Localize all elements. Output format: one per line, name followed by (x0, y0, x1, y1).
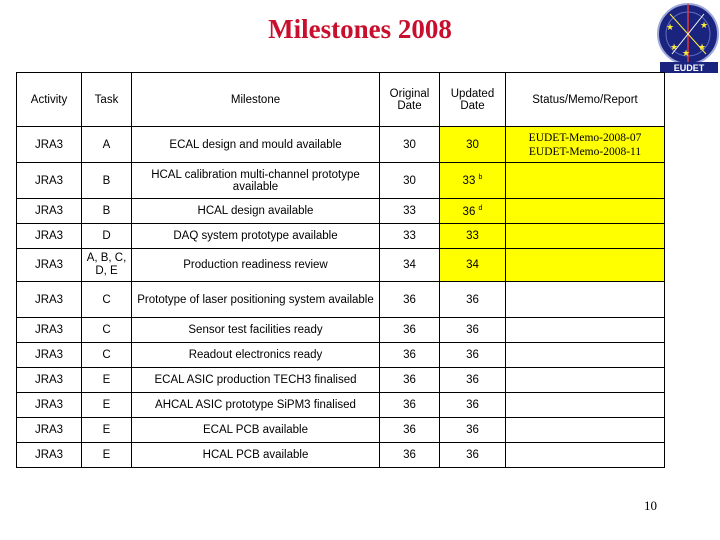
table-row (17, 224, 665, 249)
cell-milestone: ECAL design and mould available (132, 127, 380, 163)
cell-milestone: Prototype of laser positioning system available (132, 282, 380, 318)
cell-task: E (82, 418, 132, 443)
cell-updated-date (440, 199, 506, 224)
cell-activity: JRA3 (17, 343, 82, 368)
milestones-table (16, 72, 665, 468)
cell-activity: JRA3 (17, 318, 82, 343)
col-header-status: Status/Memo/Report (506, 73, 665, 127)
cell-original-date: 36 (380, 368, 440, 393)
cell-activity: JRA3 (17, 199, 82, 224)
cell-updated-date: 36 (440, 393, 506, 418)
page-number: 10 (644, 498, 657, 513)
cell-original-date: 36 (380, 318, 440, 343)
header-row (17, 73, 665, 127)
svg-text:★: ★ (682, 48, 691, 58)
cell-updated-date: 34 (440, 249, 506, 282)
cell-milestone: Sensor test facilities ready (132, 318, 380, 343)
cell-task: B (82, 199, 132, 224)
cell-updated-date: 30 (440, 127, 506, 163)
cell-activity: JRA3 (17, 249, 82, 282)
cell-milestone: Readout electronics ready (132, 343, 380, 368)
cell-task: D (82, 224, 132, 249)
cell-status (506, 368, 665, 393)
cell-original-date: 36 (380, 393, 440, 418)
cell-activity: JRA3 (17, 443, 82, 468)
cell-status (506, 418, 665, 443)
cell-milestone: AHCAL ASIC prototype SiPM3 finalised (132, 393, 380, 418)
cell-status (506, 318, 665, 343)
footnote-marker: b (478, 174, 483, 182)
cell-task: C (82, 343, 132, 368)
cell-status (506, 443, 665, 468)
cell-activity: JRA3 (17, 163, 82, 199)
cell-original-date: 33 (380, 224, 440, 249)
cell-activity: JRA3 (17, 418, 82, 443)
cell-status (506, 163, 665, 199)
cell-task: A, B, C, D, E (82, 249, 132, 282)
cell-updated-date: 36 (440, 282, 506, 318)
col-header-updated-date: Updated Date (440, 73, 506, 127)
cell-task: E (82, 393, 132, 418)
cell-original-date: 36 (380, 282, 440, 318)
footnote-marker: d (478, 204, 483, 212)
updated-value: 36 (462, 205, 476, 218)
cell-task: C (82, 282, 132, 318)
cell-status (506, 224, 665, 249)
cell-original-date: 30 (380, 163, 440, 199)
cell-task: C (82, 318, 132, 343)
table-row (17, 318, 665, 343)
updated-value: 33 (462, 174, 476, 187)
table-row (17, 343, 665, 368)
table-row (17, 163, 665, 199)
cell-updated-date (440, 163, 506, 199)
cell-updated-date: 36 (440, 318, 506, 343)
cell-milestone: HCAL calibration multi-channel prototype available (132, 163, 380, 199)
cell-updated-date: 36 (440, 343, 506, 368)
eudet-logo (652, 0, 720, 74)
cell-task: E (82, 443, 132, 468)
cell-status (506, 199, 665, 224)
cell-activity: JRA3 (17, 282, 82, 318)
table-row (17, 368, 665, 393)
table-row (17, 393, 665, 418)
table-row (17, 127, 665, 163)
cell-status (506, 127, 665, 163)
cell-status (506, 282, 665, 318)
col-header-milestone: Milestone (132, 73, 380, 127)
cell-activity: JRA3 (17, 393, 82, 418)
col-header-task: Task (82, 73, 132, 127)
cell-milestone: ECAL PCB available (132, 418, 380, 443)
cell-original-date: 34 (380, 249, 440, 282)
cell-updated-date: 33 (440, 224, 506, 249)
cell-status (506, 249, 665, 282)
page-title: Milestones 2008 (268, 14, 452, 44)
cell-milestone: HCAL design available (132, 199, 380, 224)
cell-task: A (82, 127, 132, 163)
table-row (17, 418, 665, 443)
cell-milestone: HCAL PCB available (132, 443, 380, 468)
col-header-activity: Activity (17, 73, 82, 127)
svg-text:EUDET: EUDET (673, 63, 705, 73)
table-row (17, 443, 665, 468)
table-row (17, 199, 665, 224)
col-header-original-date: Original Date (380, 73, 440, 127)
svg-text:★: ★ (698, 42, 707, 52)
cell-original-date: 36 (380, 343, 440, 368)
cell-milestone: ECAL ASIC production TECH3 finalised (132, 368, 380, 393)
svg-text:★: ★ (700, 20, 709, 30)
table-row (17, 282, 665, 318)
svg-text:★: ★ (666, 22, 675, 32)
table-row (17, 249, 665, 282)
cell-original-date: 33 (380, 199, 440, 224)
cell-updated-date: 36 (440, 443, 506, 468)
cell-activity: JRA3 (17, 127, 82, 163)
cell-updated-date: 36 (440, 418, 506, 443)
cell-original-date: 36 (380, 443, 440, 468)
svg-text:★: ★ (670, 42, 679, 52)
memo-reference: EUDET-Memo-2008-11 (528, 145, 642, 158)
cell-task: E (82, 368, 132, 393)
memo-reference: EUDET-Memo-2008-07 (528, 131, 642, 144)
cell-activity: JRA3 (17, 224, 82, 249)
cell-activity: JRA3 (17, 368, 82, 393)
cell-updated-date: 36 (440, 368, 506, 393)
cell-milestone: Production readiness review (132, 249, 380, 282)
cell-milestone: DAQ system prototype available (132, 224, 380, 249)
cell-original-date: 36 (380, 418, 440, 443)
cell-status (506, 343, 665, 368)
cell-original-date: 30 (380, 127, 440, 163)
cell-status (506, 393, 665, 418)
cell-task: B (82, 163, 132, 199)
